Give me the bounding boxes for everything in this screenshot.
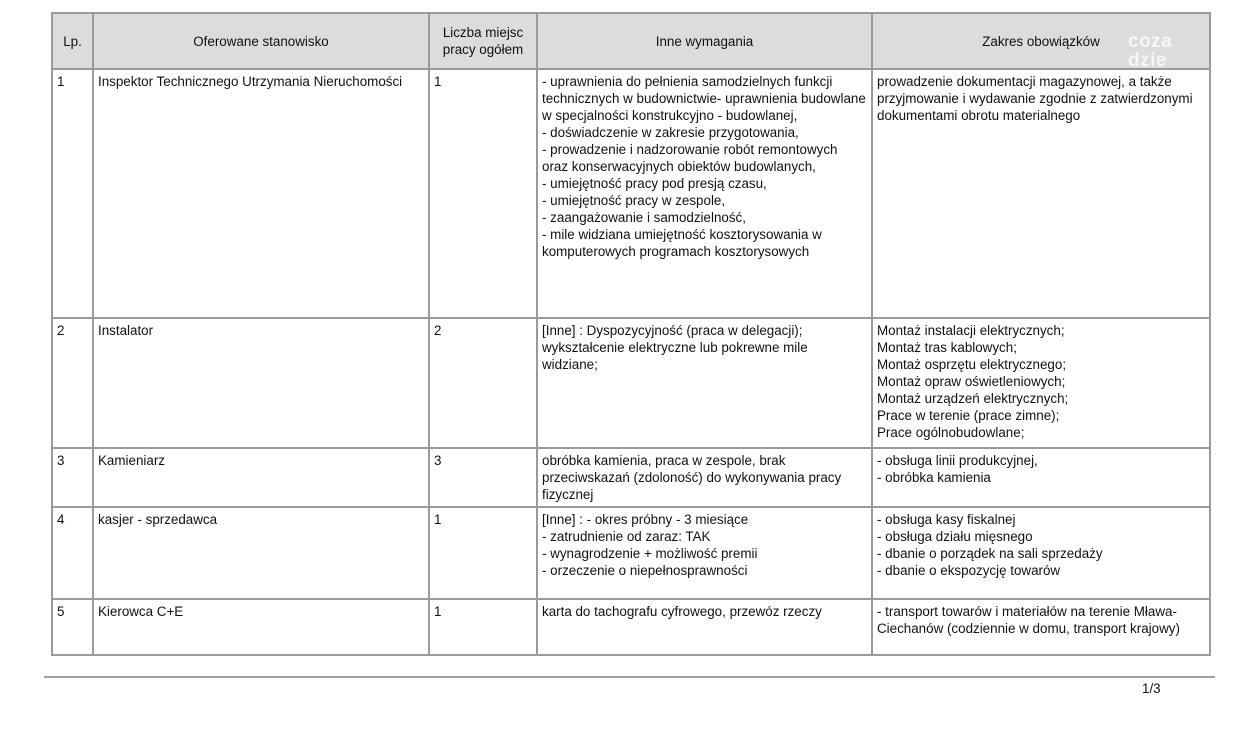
cell-lp: 1 bbox=[52, 69, 93, 318]
duty-line: - dbanie o ekspozycję towarów bbox=[877, 563, 1061, 578]
header-count: Liczba miejsc pracy ogółem bbox=[429, 13, 537, 69]
table-row bbox=[52, 69, 1210, 318]
header-requirements: Inne wymagania bbox=[537, 13, 872, 69]
duty-line: - obsługa linii produkcyjnej, bbox=[877, 453, 1038, 468]
requirement-line: - uprawnienia do pełnienia samodzielnych funkcji technicznych w budownictwie- uprawnienia budowlane w specjalności konstrukcyjno - budowlanej, bbox=[542, 74, 866, 123]
job-offers-table bbox=[51, 12, 1211, 656]
cell-lp: 5 bbox=[52, 599, 93, 655]
cell-count: 1 bbox=[429, 69, 537, 318]
cell-duties bbox=[872, 599, 1210, 655]
cell-duties bbox=[872, 507, 1210, 599]
requirement-line: - doświadczenie w zakresie przygotowania, bbox=[542, 125, 799, 140]
duty-line: Montaż instalacji elektrycznych; bbox=[877, 323, 1065, 338]
requirement-line: obróbka kamienia, praca w zespole, brak przeciwskazań (zdoloność) do wykonywania pracy fizycznej bbox=[542, 453, 842, 502]
table-row bbox=[52, 507, 1210, 599]
cell-duties bbox=[872, 448, 1210, 507]
cell-position: Kamieniarz bbox=[93, 448, 429, 507]
table-header-row bbox=[52, 13, 1210, 69]
header-position: Oferowane stanowisko bbox=[93, 13, 429, 69]
cell-requirements bbox=[537, 507, 872, 599]
requirement-line: - umiejętność pracy pod presją czasu, bbox=[542, 176, 767, 191]
cell-count: 1 bbox=[429, 599, 537, 655]
requirement-line: - zaangażowanie i samodzielność, bbox=[542, 210, 746, 225]
table-row bbox=[52, 599, 1210, 655]
duty-line: - obsługa działu mięsnego bbox=[877, 529, 1033, 544]
cell-duties bbox=[872, 69, 1210, 318]
cell-lp: 4 bbox=[52, 507, 93, 599]
duty-line: - obróbka kamienia bbox=[877, 470, 991, 485]
header-duties: Zakres obowiązków bbox=[872, 13, 1210, 69]
cell-lp: 3 bbox=[52, 448, 93, 507]
table-row bbox=[52, 318, 1210, 448]
cell-position: kasjer - sprzedawca bbox=[93, 507, 429, 599]
requirement-line: - prowadzenie i nadzorowanie robót remontowych oraz konserwacyjnych obiektów budowlanych, bbox=[542, 142, 838, 174]
requirement-line: [Inne] : - okres próbny - 3 miesiące bbox=[542, 512, 749, 527]
footer-divider bbox=[44, 676, 1215, 678]
cell-count: 2 bbox=[429, 318, 537, 448]
duty-line: Prace ogólnobudowlane; bbox=[877, 425, 1025, 440]
cell-requirements bbox=[537, 599, 872, 655]
duty-line: Montaż opraw oświetleniowych; bbox=[877, 374, 1066, 389]
cell-position: Inspektor Technicznego Utrzymania Nieruchomości bbox=[93, 69, 429, 318]
cell-count: 1 bbox=[429, 507, 537, 599]
duty-line: - obsługa kasy fiskalnej bbox=[877, 512, 1016, 527]
cell-count: 3 bbox=[429, 448, 537, 507]
requirement-line: - zatrudnienie od zaraz: TAK bbox=[542, 529, 711, 544]
requirement-line: - orzeczenie o niepełnosprawności bbox=[542, 563, 748, 578]
cell-requirements bbox=[537, 318, 872, 448]
duty-line: Montaż osprzętu elektrycznego; bbox=[877, 357, 1067, 372]
cell-requirements bbox=[537, 448, 872, 507]
cell-duties bbox=[872, 318, 1210, 448]
requirement-line: - mile widziana umiejętność kosztorysowania w komputerowych programach kosztorysowych bbox=[542, 227, 822, 259]
duty-line: - dbanie o porządek na sali sprzedaży bbox=[877, 546, 1103, 561]
duty-line: Prace w terenie (prace zimne); bbox=[877, 408, 1060, 423]
watermark-logo: coza dzie bbox=[1128, 31, 1173, 71]
requirement-line: [Inne] : Dyspozycyjność (praca w delegacji); wykształcenie elektryczne lub pokrewne mile widziane; bbox=[542, 323, 808, 372]
cell-requirements bbox=[537, 69, 872, 318]
duty-line: Montaż urządzeń elektrycznych; bbox=[877, 391, 1069, 406]
requirement-line: - wynagrodzenie + możliwość premii bbox=[542, 546, 758, 561]
requirement-line: - umiejętność pracy w zespole, bbox=[542, 193, 726, 208]
page-number: 1/3 bbox=[1142, 681, 1161, 696]
header-lp: Lp. bbox=[52, 13, 93, 69]
duty-line: prowadzenie dokumentacji magazynowej, a także przyjmowanie i wydawanie zgodnie z zatwierdzonymi dokumentami obrotu materialnego bbox=[877, 74, 1193, 123]
table-row bbox=[52, 448, 1210, 507]
cell-position: Instalator bbox=[93, 318, 429, 448]
cell-position: Kierowca C+E bbox=[93, 599, 429, 655]
requirement-line: karta do tachografu cyfrowego, przewóz rzeczy bbox=[542, 604, 822, 619]
cell-lp: 2 bbox=[52, 318, 93, 448]
duty-line: - transport towarów i materiałów na terenie Mława- Ciechanów (codziennie w domu, transport krajowy) bbox=[877, 604, 1180, 636]
duty-line: Montaż tras kablowych; bbox=[877, 340, 1017, 355]
